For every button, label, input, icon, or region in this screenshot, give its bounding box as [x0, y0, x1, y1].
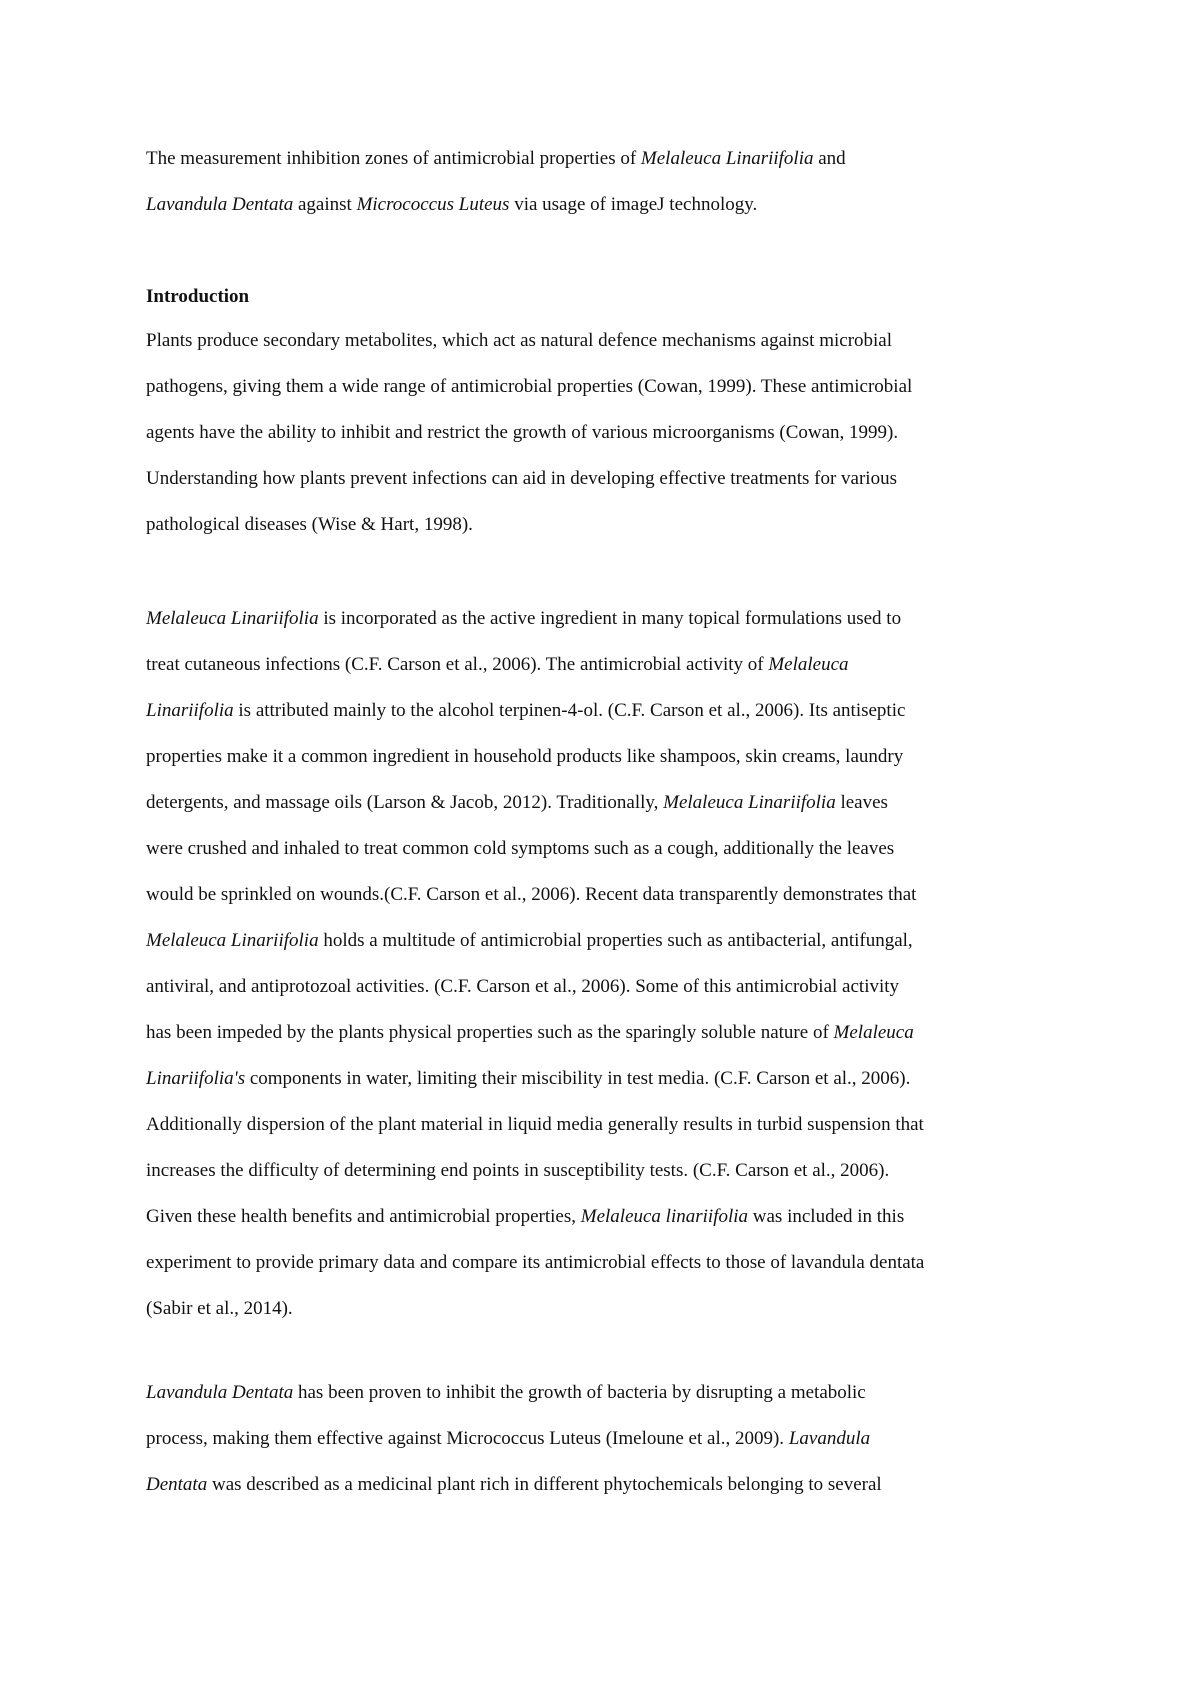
- paragraph-line: were crushed and inhaled to treat common cold symptoms such as a cough, additionally the leaves: [146, 838, 895, 859]
- paragraph-line: Melaleuca Linariifolia is incorporated as the active ingredient in many topical formulations used to: [146, 608, 902, 629]
- document-title-line-2: Lavandula Dentata against Micrococcus Luteus via usage of imageJ technology.: [146, 194, 758, 215]
- paragraph-line: process, making them effective against Micrococcus Luteus (Imeloune et al., 2009). Lavandula: [146, 1428, 871, 1449]
- paragraph-line: (Sabir et al., 2014).: [146, 1298, 293, 1319]
- paragraph-line: increases the difficulty of determining end points in susceptibility tests. (C.F. Carson et al., 2006).: [146, 1160, 890, 1181]
- document-body: [146, 140, 1076, 1512]
- paragraph-line: pathogens, giving them a wide range of antimicrobial properties (Cowan, 1999). These antimicrobial: [146, 376, 913, 397]
- paragraph-line: Additionally dispersion of the plant material in liquid media generally results in turbid suspension that: [146, 1114, 924, 1135]
- paragraph-line: has been impeded by the plants physical properties such as the sparingly soluble nature of Melaleuca: [146, 1022, 914, 1043]
- document-title-line-1: The measurement inhibition zones of antimicrobial properties of Melaleuca Linariifolia and: [146, 148, 846, 169]
- paragraph-line: experiment to provide primary data and compare its antimicrobial effects to those of lavandula dentata: [146, 1252, 925, 1273]
- paragraph-line: detergents, and massage oils (Larson & Jacob, 2012). Traditionally, Melaleuca Linariifolia leaves: [146, 792, 888, 813]
- paragraph-line: Given these health benefits and antimicrobial properties, Melaleuca linariifolia was included in this: [146, 1206, 905, 1227]
- paragraph-line: Understanding how plants prevent infections can aid in developing effective treatments for various: [146, 468, 897, 489]
- paragraph-line: antiviral, and antiprotozoal activities. (C.F. Carson et al., 2006). Some of this antimicrobial activity: [146, 976, 900, 997]
- paragraph-line: treat cutaneous infections (C.F. Carson et al., 2006). The antimicrobial activity of Melaleuca: [146, 654, 849, 675]
- paragraph-line: agents have the ability to inhibit and restrict the growth of various microorganisms (Cowan, 1999).: [146, 422, 899, 443]
- paragraph-line: Lavandula Dentata has been proven to inhibit the growth of bacteria by disrupting a metabolic: [146, 1382, 866, 1403]
- paragraph-line: pathological diseases (Wise & Hart, 1998).: [146, 514, 473, 535]
- paragraph-line: Plants produce secondary metabolites, which act as natural defence mechanisms against microbial: [146, 330, 893, 351]
- paragraph-line: Linariifolia's components in water, limiting their miscibility in test media. (C.F. Carson et al., 2006).: [146, 1068, 911, 1089]
- paragraph-line: Dentata was described as a medicinal plant rich in different phytochemicals belonging to several: [146, 1474, 882, 1495]
- section-heading-introduction: Introduction: [146, 286, 250, 307]
- paragraph-line: Melaleuca Linariifolia holds a multitude of antimicrobial properties such as antibacterial, antifungal,: [146, 930, 913, 951]
- paragraph-line: properties make it a common ingredient in household products like shampoos, skin creams, laundry: [146, 746, 904, 767]
- paragraph-line: would be sprinkled on wounds.(C.F. Carson et al., 2006). Recent data transparently demonstrates that: [146, 884, 917, 905]
- paragraph-line: Linariifolia is attributed mainly to the alcohol terpinen-4-ol. (C.F. Carson et al., 2006). Its antiseptic: [146, 700, 906, 721]
